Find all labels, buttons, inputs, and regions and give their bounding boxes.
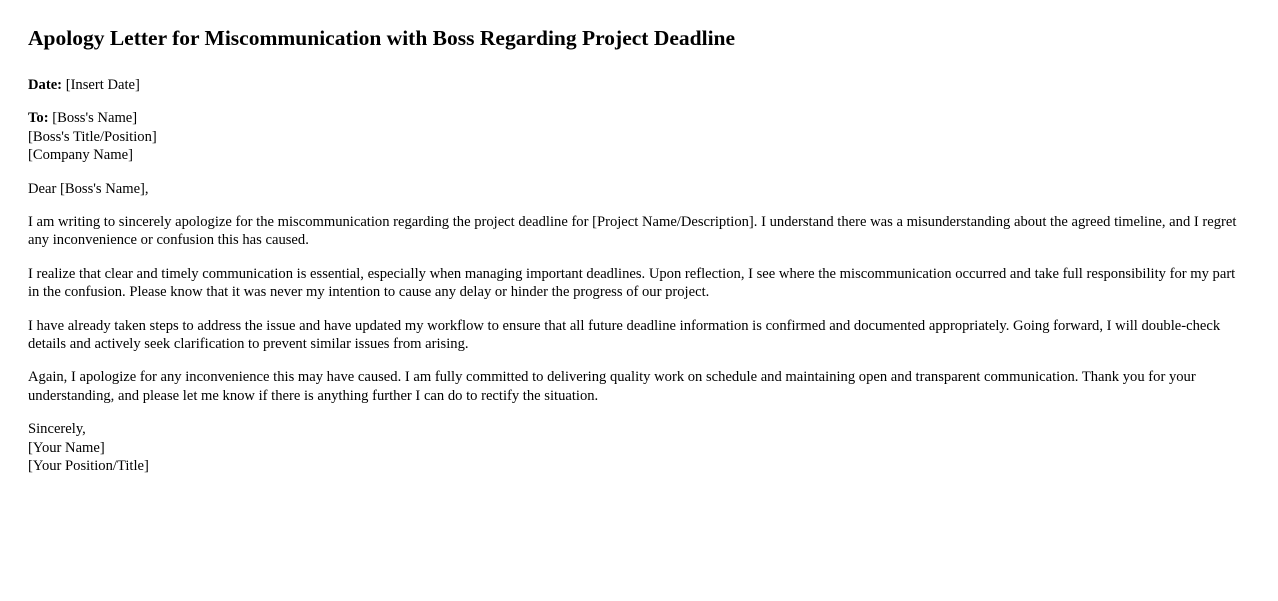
recipient-block (28, 109, 1250, 164)
signature-title: [Your Position/Title] (28, 458, 149, 475)
date-label: Date: (28, 77, 63, 93)
recipient-title-position: [Boss's Title/Position] (28, 128, 157, 145)
signature-name: [Your Name] (28, 439, 105, 456)
date-line (28, 76, 1250, 94)
recipient-name-line (28, 109, 1250, 127)
recipient-name: [Boss's Name] (52, 110, 138, 127)
page-title: Apology Letter for Miscommunication with Boss Regarding Project Deadline (28, 26, 736, 50)
closing: Sincerely, (28, 421, 86, 438)
recipient-company: [Company Name] (28, 147, 133, 164)
body-paragraph-1: I am writing to sincerely apologize for the miscommunication regarding the project deadline for [Project Name/Description]. I understand there was a misunderstanding about the agreed timeline, and I regret any inconvenience or confusion this has caused. (28, 214, 1237, 249)
body-paragraph-3: I have already taken steps to address the issue and have updated my workflow to ensure that all future deadline information is confirmed and documented appropriately. Going forward, I will double-check details and actively seek clarification to prevent similar issues from arising. (28, 317, 1221, 353)
body-paragraph-4: Again, I apologize for any inconvenience this may have caused. I am fully committed to delivering quality work on schedule and maintaining open and transparent communication. Thank you for your understanding, and please let me know if there is anything further I can do to rectify the situation. (28, 369, 1196, 404)
to-label: To: (28, 110, 49, 127)
salutation: Dear [Boss's Name], (28, 180, 149, 197)
date-value: [Insert Date] (65, 77, 140, 93)
body-paragraph-2: I realize that clear and timely communication is essential, especially when managing important deadlines. Upon reflection, I see where the miscommunication occurred and take full responsibility for my part in the confusion. Please know that it was never my intention to cause any delay or hinder the progress of our project. (28, 265, 1236, 301)
signature-block (28, 420, 1250, 475)
